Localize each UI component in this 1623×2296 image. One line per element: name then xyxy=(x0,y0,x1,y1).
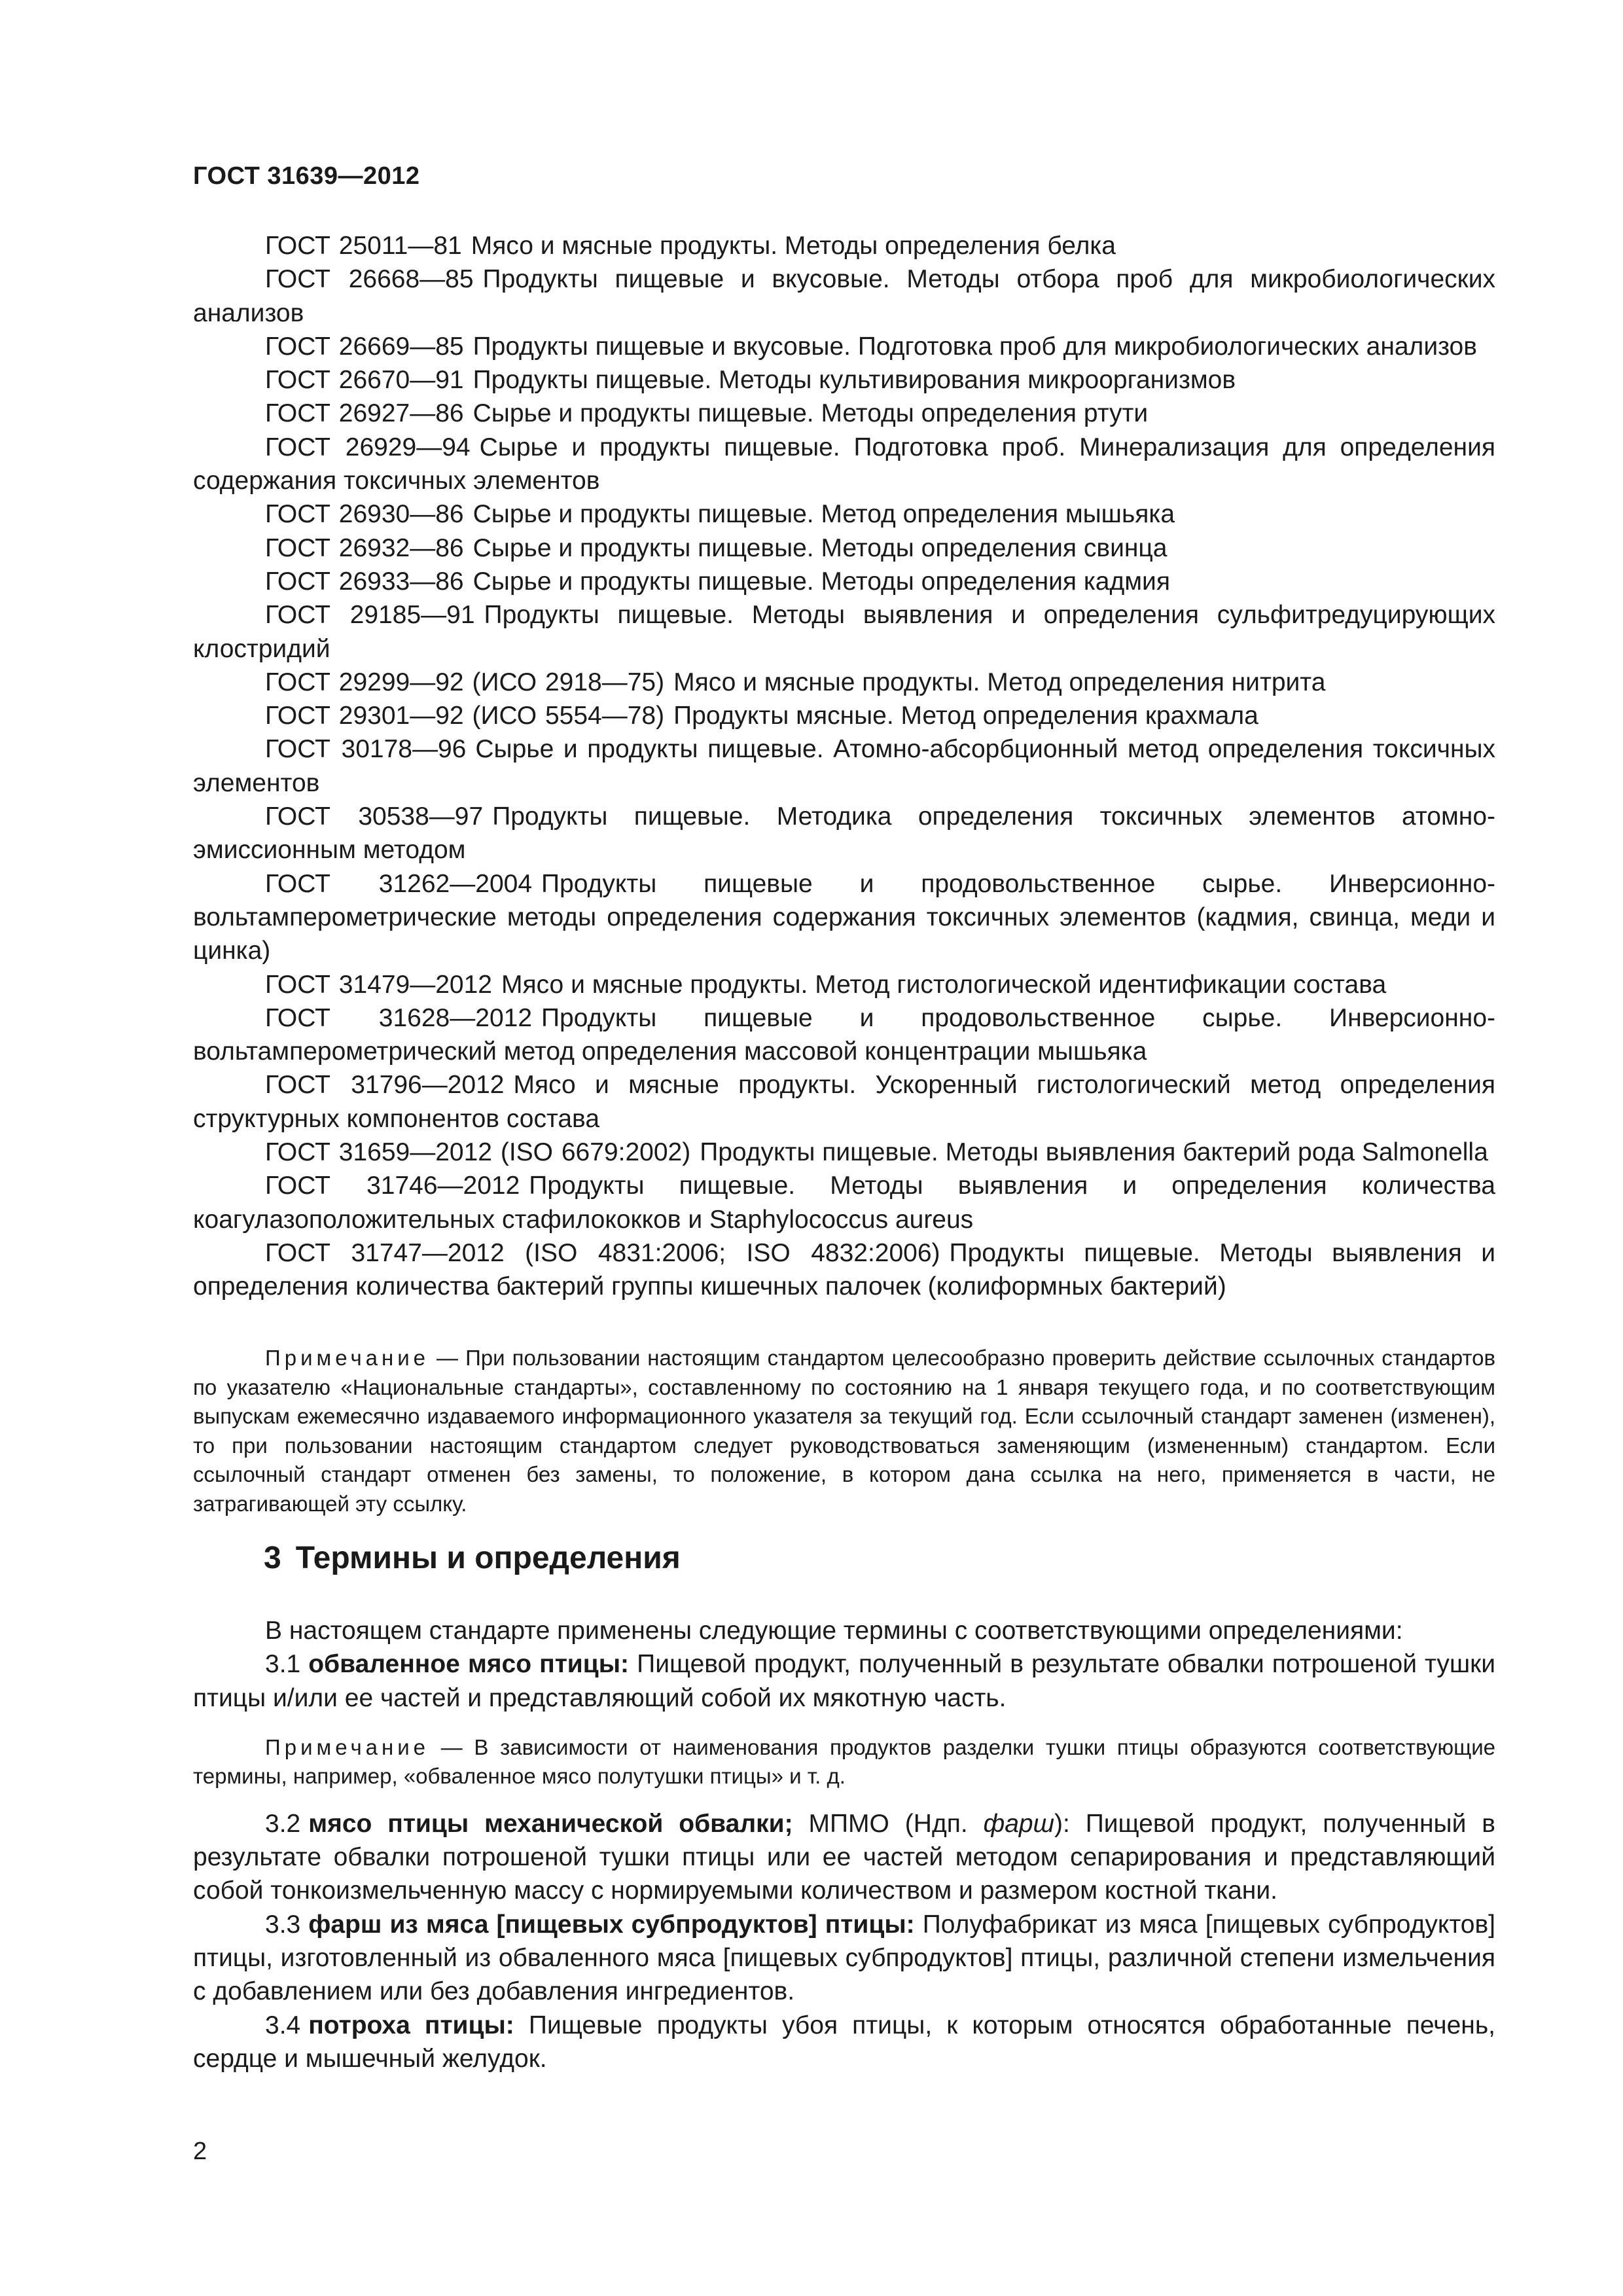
term-definition: Пищевые продукты убоя птицы, к которым относятся обработанные печень, сердце и мышечный желудок. xyxy=(193,2011,1495,2073)
section-heading xyxy=(264,1540,681,1576)
reference-text: Сырье и продукты пищевые. Метод определения мышьяка xyxy=(473,500,1175,529)
reference-item xyxy=(193,1236,1495,1304)
term-name: мясо птицы механической обвалки; xyxy=(308,1809,793,1838)
note-label: Примечание xyxy=(265,1346,430,1370)
reference-text: Сырье и продукты пищевые. Атомно-абсорбционный метод определения токсичных элементов xyxy=(193,735,1496,797)
reference-item xyxy=(193,699,1495,732)
reference-text: Сырье и продукты пищевые. Методы определения свинца xyxy=(473,533,1168,562)
reference-item xyxy=(193,598,1495,666)
term-3-2 xyxy=(193,1807,1495,1908)
reference-code: ГОСТ 25011—81 xyxy=(265,232,462,260)
reference-text: Продукты мясные. Метод определения крахмала xyxy=(673,702,1258,730)
reference-item xyxy=(193,732,1495,800)
reference-item xyxy=(193,1169,1495,1236)
reference-item xyxy=(193,968,1495,1001)
term-note xyxy=(193,1733,1495,1791)
reference-code: ГОСТ 31628—2012 xyxy=(265,1003,533,1032)
reference-text: Продукты пищевые и вкусовые. Подготовка проб для микробиологических анализов xyxy=(473,332,1477,361)
section-number: 3 xyxy=(264,1541,281,1575)
reference-text: Мясо и мясные продукты. Ускоренный гистологический метод определения структурных компонентов состава xyxy=(193,1071,1495,1133)
reference-code: ГОСТ 31659—2012 (ISO 6679:2002) xyxy=(265,1138,691,1167)
reference-item xyxy=(193,497,1495,531)
reference-text: Мясо и мясные продукты. Метод определения нитрита xyxy=(673,668,1326,696)
reference-code: ГОСТ 31746—2012 xyxy=(265,1172,520,1200)
reference-code: ГОСТ 31796—2012 xyxy=(265,1071,505,1100)
note-text: — При пользовании настоящим стандартом целесообразно проверить действие ссылочных стандартов по указателю «Национальные стандарты», составленному по состоянию на 1 января текущего года, и по соответствующим выпускам ежемесячно издаваемого информационного указателя за текущий год. Если ссылочный стандарт заменен (изменен), то при пользовании настоящим стандартом следует руководствоваться заменяющим (измененным) стандартом. Если ссылочный стандарт отменен без замены, то положение, в котором дана ссылка на него, применяется в части, не затрагивающей эту ссылку. xyxy=(193,1346,1495,1516)
reference-code: ГОСТ 29299—92 (ИСО 2918—75) xyxy=(265,668,665,696)
reference-item xyxy=(193,1068,1495,1136)
reference-text: Продукты пищевые. Методы выявления и определения количества бактерий группы кишечных палочек (колиформных бактерий) xyxy=(193,1238,1495,1301)
reference-text: Продукты пищевые. Методы выявления и определения количества коагулазоположительных стафилококков и Staphylococcus aureus xyxy=(193,1172,1495,1234)
references-note xyxy=(193,1344,1495,1518)
reference-item xyxy=(193,800,1495,867)
page-number: 2 xyxy=(193,2138,207,2165)
normative-references-list xyxy=(193,229,1495,1304)
reference-text: Продукты пищевые и вкусовые. Методы отбора проб для микробиологических анализов xyxy=(193,265,1495,327)
term-number: 3.4 xyxy=(265,2011,301,2039)
term-definition: Пищевой продукт, полученный в результате обвалки потрошеной тушки птицы или ее частей методом сепарирования и представляющий собой тонкоизмельченную массу с нормируемыми количеством и размером костной ткани. xyxy=(193,1809,1496,1905)
term-name: обваленное мясо птицы: xyxy=(308,1650,630,1679)
reference-code: ГОСТ 30178—96 xyxy=(265,735,467,764)
term-definition: Полуфабрикат из мяса [пищевых субпродуктов] птицы, изготовленный из обваленного мяса [пищевых субпродуктов] птицы, различной степени измельчения с добавлением или без добавления ингредиентов. xyxy=(193,1910,1495,2006)
reference-item xyxy=(193,867,1495,968)
reference-code: ГОСТ 31262—2004 xyxy=(265,869,533,898)
term-3-1 xyxy=(193,1647,1495,1715)
note-label: Примечание xyxy=(265,1734,430,1759)
reference-text: Сырье и продукты пищевые. Методы определения ртути xyxy=(473,399,1149,428)
section-intro: В настоящем стандарте применены следующие термины с соответствующими определениями: xyxy=(265,1617,1403,1645)
reference-text: Мясо и мясные продукты. Метод гистологической идентификации состава xyxy=(501,970,1387,999)
reference-code: ГОСТ 26669—85 xyxy=(265,332,464,361)
reference-item xyxy=(193,262,1495,330)
reference-code: ГОСТ 26933—86 xyxy=(265,567,464,596)
term-number: 3.2 xyxy=(265,1809,301,1838)
term-3-3 xyxy=(193,1908,1495,2009)
reference-code: ГОСТ 26929—94 xyxy=(265,433,471,461)
reference-text: Продукты пищевые и продовольственное сырье. Инверсионно-вольтамперометрический метод определения массовой концентрации мышьяка xyxy=(193,1003,1495,1066)
reference-item xyxy=(193,330,1495,363)
reference-code: ГОСТ 31747—2012 (ISO 4831:2006; ISO 4832:2006) xyxy=(265,1238,940,1267)
reference-item xyxy=(193,565,1495,598)
term-number: 3.1 xyxy=(265,1650,301,1679)
reference-code: ГОСТ 29301—92 (ИСО 5554—78) xyxy=(265,702,665,730)
reference-item xyxy=(193,431,1495,498)
reference-code: ГОСТ 29185—91 xyxy=(265,601,475,630)
reference-item xyxy=(193,363,1495,397)
reference-item xyxy=(193,666,1495,699)
reference-item xyxy=(193,1001,1495,1069)
term-name: фарш из мяса [пищевых субпродуктов] птицы: xyxy=(308,1910,915,1939)
reference-code: ГОСТ 26932—86 xyxy=(265,533,464,562)
reference-text: Сырье и продукты пищевые. Методы определения кадмия xyxy=(473,567,1170,596)
reference-text: Продукты пищевые и продовольственное сырье. Инверсионно-вольтамперометрические методы определения содержания токсичных элементов (кадмия, свинца, меди и цинка) xyxy=(193,869,1495,965)
term-definition: Пищевой продукт, полученный в результате обвалки потрошеной тушки птицы и/или ее частей и представляющий собой их мякотную часть. xyxy=(193,1650,1495,1712)
reference-item xyxy=(193,229,1495,262)
reference-text: Сырье и продукты пищевые. Подготовка проб. Минерализация для определения содержания токсичных элементов xyxy=(193,433,1495,495)
term-number: 3.3 xyxy=(265,1910,301,1939)
note-text: — В зависимости от наименования продуктов разделки тушки птицы образуются соответствующие термины, например, «обваленное мясо полутушки птицы» и т. д. xyxy=(193,1734,1496,1789)
reference-text: Продукты пищевые. Методы выявления бактерий рода Salmonella xyxy=(700,1138,1488,1167)
term-name: потроха птицы: xyxy=(308,2011,514,2039)
section-title-text: Термины и определения xyxy=(295,1541,681,1575)
reference-item xyxy=(193,1136,1495,1169)
document-header: ГОСТ 31639—2012 xyxy=(193,162,420,190)
term-3-4 xyxy=(193,2009,1495,2076)
reference-code: ГОСТ 26930—86 xyxy=(265,500,464,529)
reference-code: ГОСТ 31479—2012 xyxy=(265,970,493,999)
term-abbreviation: МПМО (Ндп. xyxy=(808,1809,968,1838)
reference-code: ГОСТ 26668—85 xyxy=(265,265,474,294)
reference-item xyxy=(193,531,1495,565)
term-abbreviation-close: ): xyxy=(1054,1809,1070,1838)
reference-item xyxy=(193,397,1495,430)
reference-text: Мясо и мясные продукты. Методы определения белка xyxy=(471,232,1116,260)
reference-text: Продукты пищевые. Методы выявления и определения сульфитредуцирующих клостридий xyxy=(193,601,1495,663)
reference-text: Продукты пищевые. Методы культивирования микроорганизмов xyxy=(473,366,1236,395)
reference-code: ГОСТ 26927—86 xyxy=(265,399,464,428)
reference-code: ГОСТ 26670—91 xyxy=(265,366,464,395)
terms-section xyxy=(193,1614,1495,2075)
reference-code: ГОСТ 30538—97 xyxy=(265,802,484,831)
term-deprecated: фарш xyxy=(983,1809,1054,1838)
reference-text: Продукты пищевые. Методика определения токсичных элементов атомно-эмиссионным методом xyxy=(193,802,1495,865)
